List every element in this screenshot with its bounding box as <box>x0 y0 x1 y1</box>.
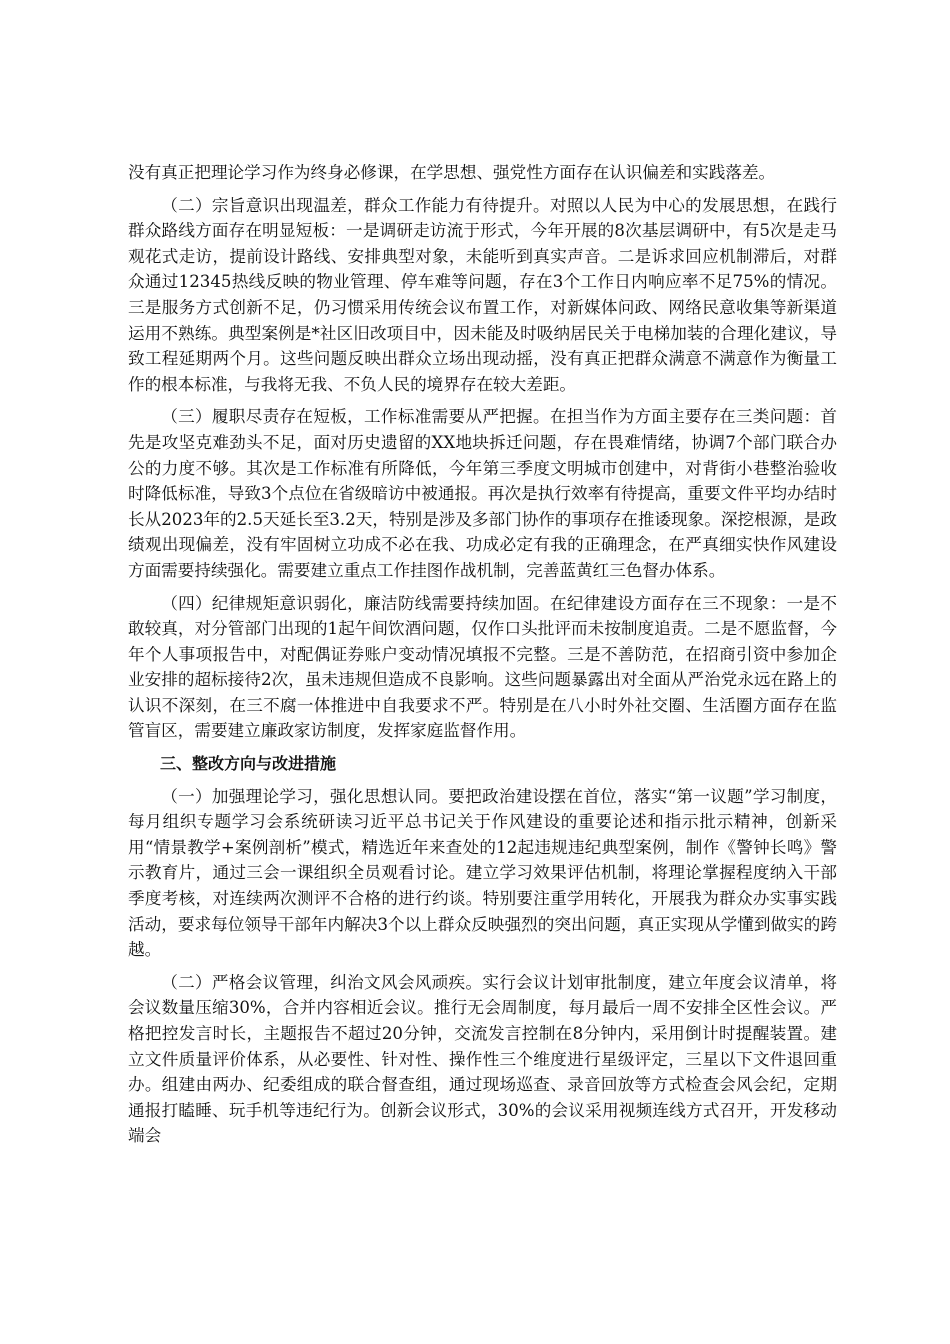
paragraph-section-2-item-3: （三）履职尽责存在短板，工作标准需要从严把握。在担当作为方面主要存在三类问题：首先是攻坚克难劲头不足，面对历史遗留的XX地块拆迁问题，存在畏难情绪，协调7个部门联合办公的力度不够。其次是工作标准有所降低，今年第三季度文明城市创建中，对背街小巷整治验收时降低标准，导致3个点位在省级暗访中被通报。再次是执行效率有待提高，重要文件平均办结时长从2023年的2.5天延长至3.2天，特别是涉及多部门协作的事项存在推诿现象。深挖根源，是政绩观出现偏差，没有牢固树立功成不必在我、功成必定有我的正确理念，在严真细实快作风建设方面需要持续强化。需要建立重点工作挂图作战机制，完善蓝黄红三色督办体系。 <box>128 407 837 580</box>
paragraph-section-3-item-2: （二）严格会议管理，纠治文风会风顽疾。实行会议计划审批制度，建立年度会议清单，将会议数量压缩30%，合并内容相近会议。推行无会周制度，每月最后一周不安排全区性会议。严格把控发言时长，主题报告不超过20分钟，交流发言控制在8分钟内，采用倒计时提醒装置。建立文件质量评价体系，从必要性、针对性、操作性三个维度进行星级评定，三星以下文件退回重办。组建由两办、纪委组成的联合督查组，通过现场巡查、录音回放等方式检查会风会纪，定期通报打瞌睡、玩手机等违纪行为。创新会议形式，30%的会议采用视频连线方式召开，开发移动端会 <box>128 972 837 1146</box>
document-page <box>128 160 837 1156</box>
paragraph-section-2-item-2: （二）宗旨意识出现温差，群众工作能力有待提升。对照以人民为中心的发展思想，在践行群众路线方面存在明显短板：一是调研走访流于形式，今年开展的8次基层调研中，有5次是走马观花式走访，提前设计路线、安排典型对象，未能听到真实声音。二是诉求回应机制滞后，对群众通过12345热线反映的物业管理、停车难等问题，存在3个工作日内响应率不足75%的情况。三是服务方式创新不足，仍习惯采用传统会议布置工作，对新媒体问政、网络民意收集等新渠道运用不熟练。典型案例是*社区旧改项目中，因未能及时吸纳居民关于电梯加装的合理化建议，导致工程延期两个月。这些问题反映出群众立场出现动摇，没有真正把群众满意不满意作为衡量工作的根本标准，与我将无我、不负人民的境界存在较大差距。 <box>128 195 837 394</box>
paragraph-section-3-item-1: （一）加强理论学习，强化思想认同。要把政治建设摆在首位，落实“第一议题”学习制度，每月组织专题学习会系统研读习近平总书记关于作风建设的重要论述和指示批示精神，创新采用“情景教学+案例剖析”模式，精选近年来查处的12起违规违纪典型案例，制作《警钟长鸣》警示教育片，通过三会一课组织全员观看讨论。建立学习效果评估机制，将理论掌握程度纳入干部季度考核，对连续两次测评不合格的进行约谈。特别要注重学用转化，开展我为群众办实事实践活动，要求每位领导干部年内解决3个以上群众反映强烈的突出问题，真正实现从学懂到做实的跨越。 <box>128 786 837 960</box>
paragraph-continuation: 没有真正把理论学习作为终身必修课，在学思想、强党性方面存在认识偏差和实践落差。 <box>128 163 776 182</box>
section-heading: 三、整改方向与改进措施 <box>160 754 337 774</box>
paragraph-section-2-item-4: （四）纪律规矩意识弱化，廉洁防线需要持续加固。在纪律建设方面存在三不现象：一是不敢较真，对分管部门出现的1起午间饮酒问题，仅作口头批评而未按制度追责。二是不愿监督，今年个人事项报告中，对配偶证券账户变动情况填报不完整。三是不善防范，在招商引资中参加企业安排的超标接待2次，虽未违规但造成不良影响。这些问题暴露出对全面从严治党永远在路上的认识不深刻，在三不腐一体推进中自我要求不严。特别是在八小时外社交圈、生活圈方面存在监管盲区，需要建立廉政家访制度，发挥家庭监督作用。 <box>128 593 837 741</box>
